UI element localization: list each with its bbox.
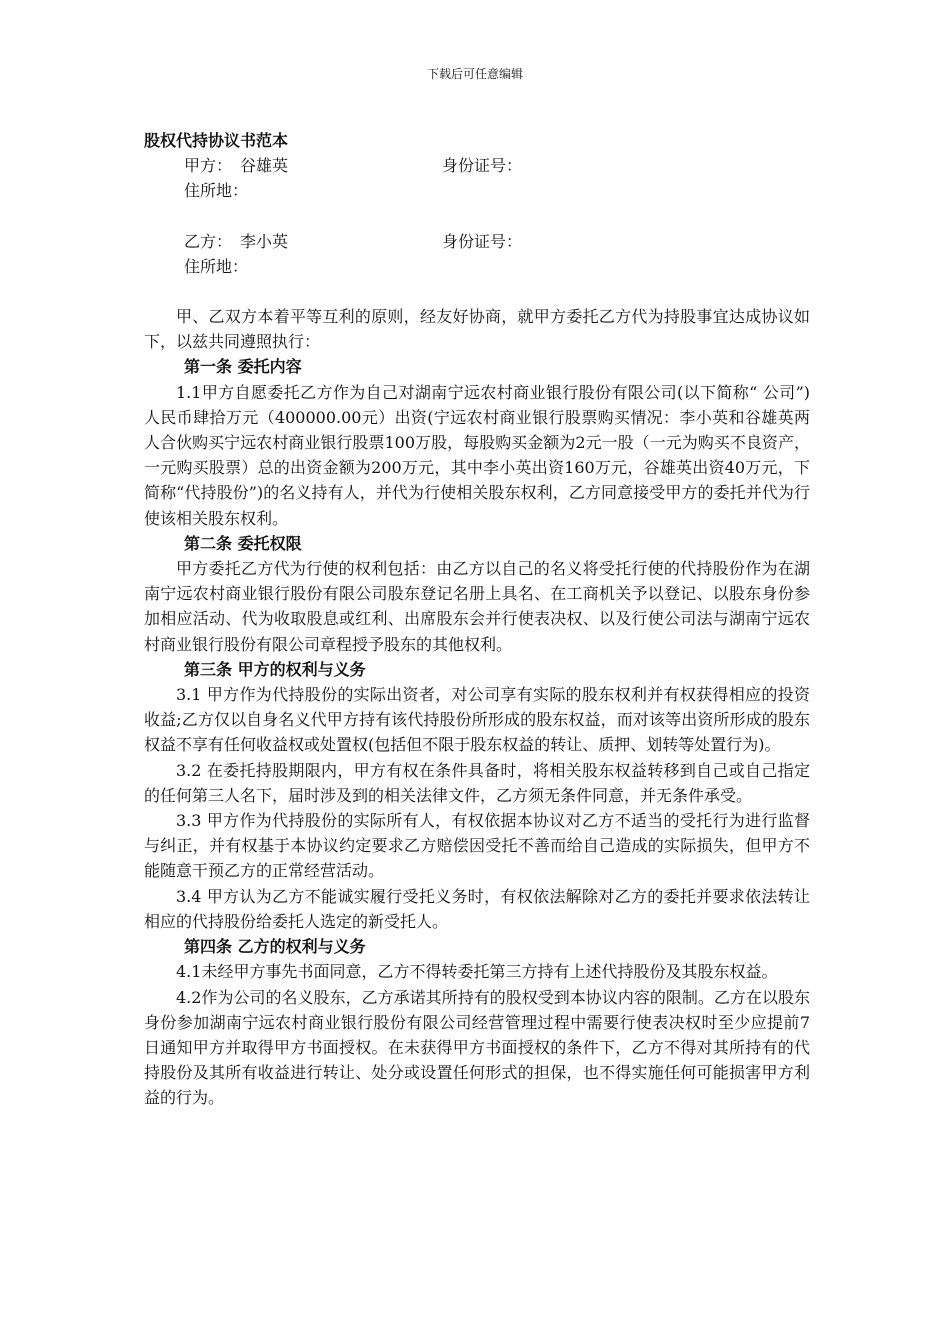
article-4-paragraph-1: 4.1未经甲方事先书面同意，乙方不得转委托第三方持有上述代持股份及其股东权益。 <box>176 962 778 982</box>
article-3-paragraph-1: 3.1 甲方作为代持股份的实际出资者，对公司享有实际的股东权利并有权获得相应的投资收益;乙方仅以自身名义代甲方持有该代持股份所形成的股东权益，而对该等出资所形成的股东权益不享有任何收益权或处置权(包括但不限于股东权益的转让、质押、划转等处置行为)。 <box>144 685 810 755</box>
party-a-line <box>144 153 810 178</box>
article-3-heading: 第三条 甲方的权利与义务 <box>184 659 366 679</box>
article-2-heading: 第二条 委托权限 <box>184 533 302 553</box>
party-b-id-label: 身份证号： <box>442 231 523 251</box>
article-2-paragraph: 甲方委托乙方代为行使的权利包括：由乙方以自己的名义将受托行使的代持股份作为在湖南宁远农村商业银行股份有限公司股东登记名册上具名、在工商机关予以登记、以股东身份参加相应活动、代为收取股息或红利、出席股东会并行使表决权、以及行使公司法与湖南宁远农村商业银行股份有限公司章程授予股东的其他权利。 <box>144 559 810 654</box>
article-3-paragraph-2: 3.2 在委托持股期限内，甲方有权在条件具备时，将相关股东权益转移到自己或自己指定的任何第三人名下，届时涉及到的相关法律文件，乙方须无条件同意，并无条件承受。 <box>144 760 810 805</box>
party-b-label: 乙方： <box>184 231 233 251</box>
party-b-name: 李小英 <box>240 231 289 251</box>
party-a-name-group <box>184 153 442 178</box>
article-4-heading: 第四条 乙方的权利与义务 <box>184 937 366 957</box>
party-a-name: 谷雄英 <box>240 156 289 176</box>
preamble: 甲、乙双方本着平等互利的原则，经友好协商，就甲方委托乙方代为持股事宜达成协议如下，以兹共同遵照执行： <box>144 307 810 352</box>
article-3-paragraph-4: 3.4 甲方认为乙方不能诚实履行受托义务时，有权依法解除对乙方的委托并要求依法转让相应的代持股份给委托人选定的新受托人。 <box>144 886 810 931</box>
party-b-line <box>144 229 810 254</box>
header-note: 下载后可任意编辑 <box>426 67 523 81</box>
document-title: 股权代持协议书范本 <box>144 131 289 150</box>
party-a-label: 甲方： <box>184 156 233 176</box>
article-4-paragraph-2: 4.2作为公司的名义股东，乙方承诺其所持有的股权受到本协议内容的限制。乙方在以股东身份参加湖南宁远农村商业银行股份有限公司经营管理过程中需要行使表决权时至少应提前7日通知甲方并取得甲方书面授权。在未获得甲方书面授权的条件下，乙方不得对其所持有的代持股份及其所有收益进行转让、处分或设置任何形式的担保，也不得实施任何可能损害甲方利益的行为。 <box>144 987 810 1108</box>
document-body <box>144 128 810 1111</box>
party-a-address-label: 住所地： <box>184 181 249 201</box>
party-b-name-group <box>184 229 442 254</box>
party-b-address-label: 住所地： <box>184 256 249 276</box>
article-3-paragraph-3: 3.3 甲方作为代持股份的实际所有人，有权依据本协议对乙方不适当的受托行为进行监督与纠正，并有权基于本协议约定要求乙方赔偿因受托不善而给自己造成的实际损失，但甲方不能随意干预乙方的正常经营活动。 <box>144 811 810 881</box>
article-1-paragraph: 1.1甲方自愿委托乙方作为自己对湖南宁远农村商业银行股份有限公司(以下简称“ 公司”)人民币肆拾万元（400000.00元）出资(宁远农村商业银行股票购买情况：李小英和谷雄英两人合伙购买宁远农村商业银行股票100万股，每股购买金额为2元一股（一元为购买不良资产，一元购买股票）总的出资金额为200万元，其中李小英出资160万元，谷雄英出资40万元，下简称“代持股份”)的名义持有人，并代为行使相关股东权利，乙方同意接受甲方的委托并代为行使该相关股东权利。 <box>144 382 810 528</box>
article-1-heading: 第一条 委托内容 <box>184 357 302 377</box>
party-a-id-label: 身份证号： <box>442 156 523 176</box>
